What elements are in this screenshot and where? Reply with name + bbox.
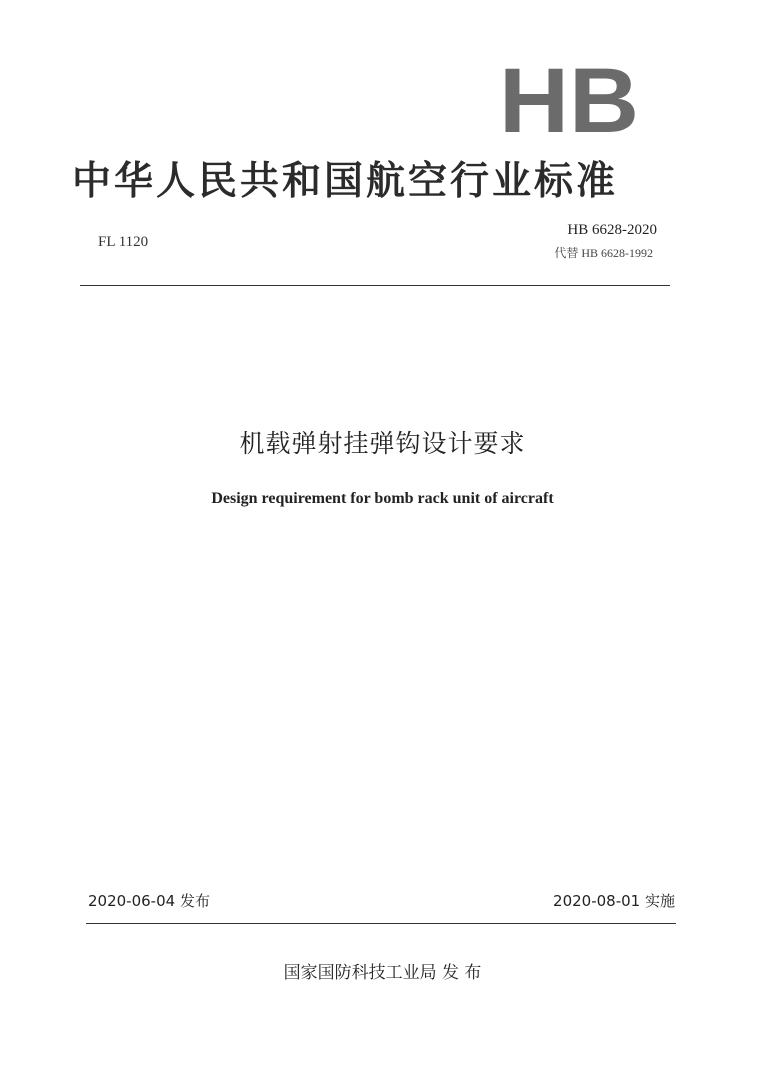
hb-logo	[498, 60, 640, 138]
issue-date: 2020-06-04 发布	[88, 892, 210, 910]
classification-code: FL 1120	[98, 234, 149, 250]
implementation-date: 2020-08-01 实施	[553, 892, 675, 910]
standard-number: HB 6628-2020	[567, 222, 657, 238]
standard-type-heading: 中华人民共和国航空行业标准	[72, 159, 619, 204]
replaces-note: 代替 HB 6628-1992	[554, 246, 653, 260]
document-title-chinese: 机载弹射挂弹钩设计要求	[239, 429, 526, 458]
document-title-english: Design requirement for bomb rack unit of aircraft	[211, 490, 554, 507]
bottom-divider	[86, 923, 676, 924]
hb-logo-text: HB	[499, 60, 639, 138]
top-divider	[80, 285, 670, 286]
publisher: 国家国防科技工业局 发 布	[283, 963, 482, 983]
